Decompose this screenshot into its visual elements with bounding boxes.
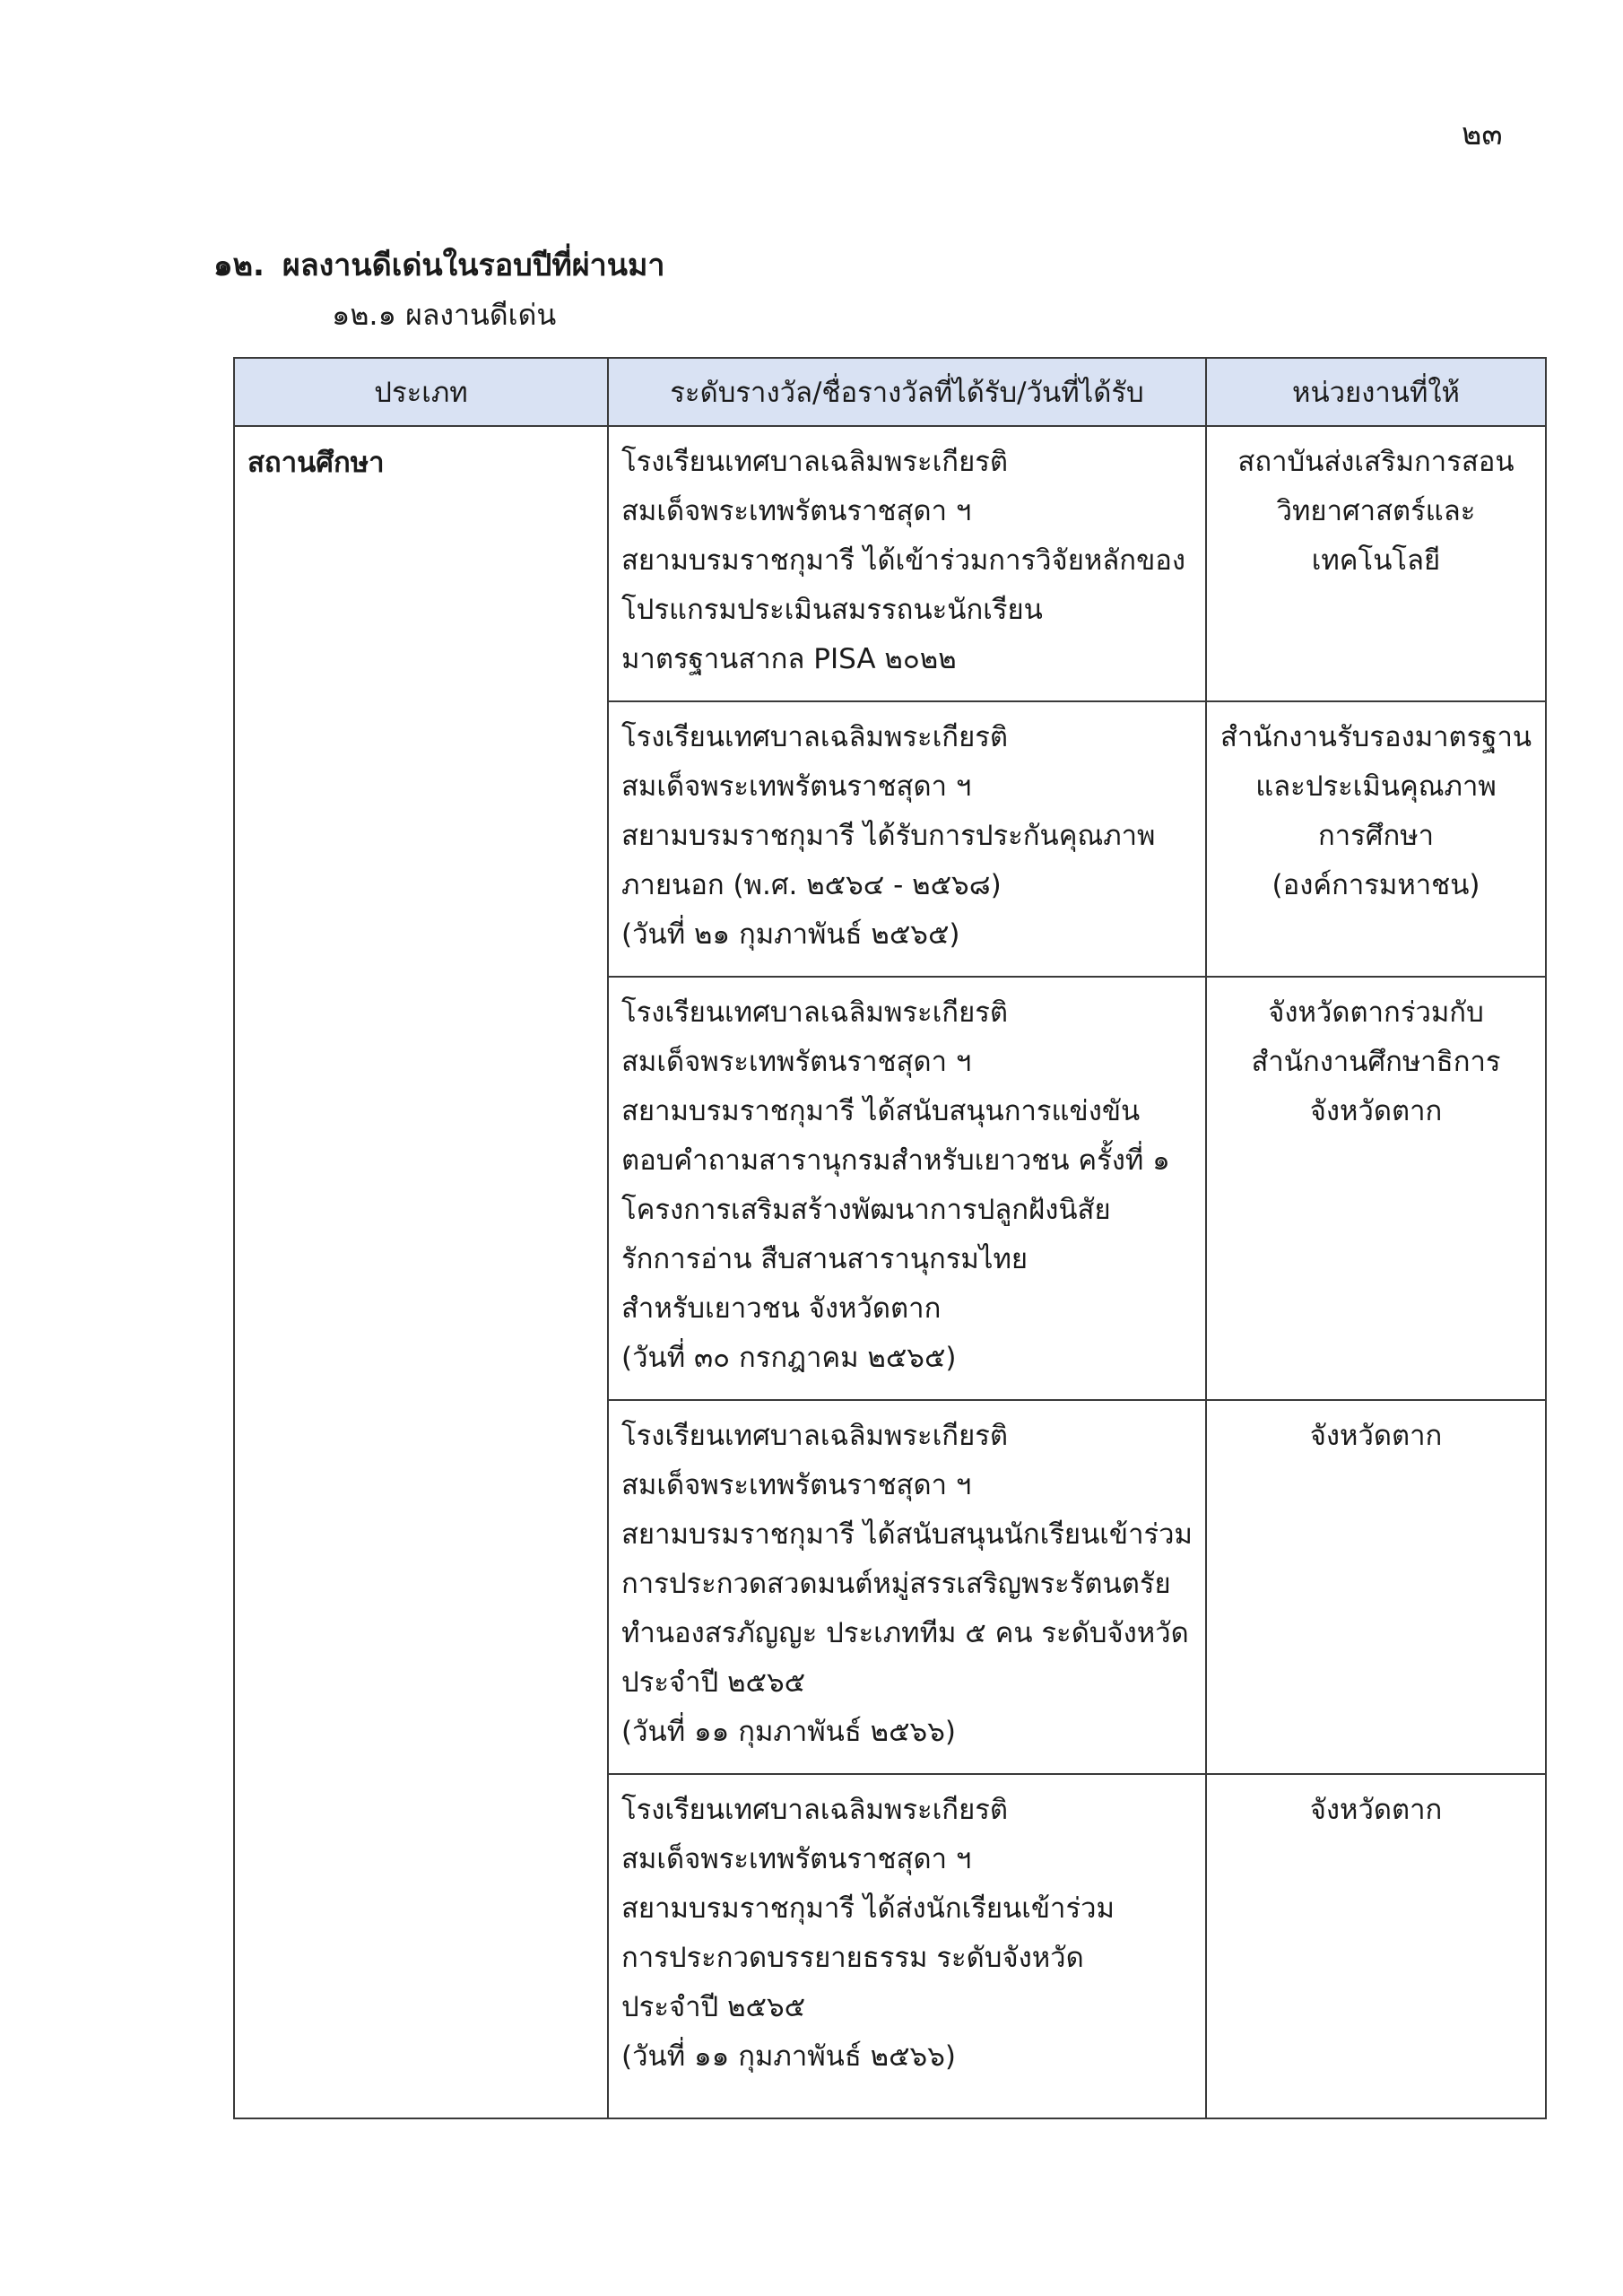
org-line: วิทยาศาสตร์และ [1276,495,1476,527]
header-award-details: ระดับรางวัล/ชื่อรางวัลที่ได้รับ/วันที่ได้รับ [608,358,1206,426]
org-line: จังหวัดตากร่วมกับ [1268,996,1484,1029]
award-details-cell [608,1400,1206,1774]
organization-cell [1206,1774,1546,2118]
detail-line: โรงเรียนเทศบาลเฉลิมพระเกียรติ [621,721,1009,753]
subsection-heading: ๑๒.๑ ผลงานดีเด่น [332,298,557,332]
detail-line: สยามบรมราชกุมารี ได้ส่งนักเรียนเข้าร่วม [621,1892,1115,1925]
org-line: จังหวัดตาก [1309,1420,1443,1452]
detail-line: มาตรฐานสากล PISA ๒๐๒๒ [621,643,957,675]
award-details-cell [608,701,1206,977]
detail-line: (วันที่ ๑๑ กุมภาพันธ์ ๒๕๖๖) [621,2040,956,2073]
detail-line: สมเด็จพระเทพรัตนราชสุดา ฯ [621,770,972,803]
detail-line: สมเด็จพระเทพรัตนราชสุดา ฯ [621,1843,972,1875]
detail-line: โปรแกรมประเมินสมรรถนะนักเรียน [621,594,1043,626]
org-line: สำนักงานศึกษาธิการ [1251,1046,1501,1078]
org-line: การศึกษา [1317,820,1435,852]
org-line: เทคโนโลยี [1311,544,1441,577]
detail-line: โรงเรียนเทศบาลเฉลิมพระเกียรติ [621,1794,1009,1826]
header-type: ประเภท [234,358,608,426]
detail-line: รักการอ่าน สืบสานสารานุกรมไทย [621,1243,1028,1275]
detail-line: ประจำปี ๒๕๖๕ [621,1666,806,1699]
detail-line: สำหรับเยาวชน จังหวัดตาก [621,1292,942,1325]
table-row [234,426,1546,701]
org-line: สถาบันส่งเสริมการสอน [1237,446,1515,478]
org-line: และประเมินคุณภาพ [1255,770,1497,803]
detail-line: ตอบคำถามสารานุกรมสำหรับเยาวชน ครั้งที่ ๑ [621,1144,1170,1177]
page-number: ๒๓ [1462,117,1503,152]
detail-line: สมเด็จพระเทพรัตนราชสุดา ฯ [621,1046,972,1078]
detail-line: ทำนองสรภัญญะ ประเภททีม ๕ คน ระดับจังหวัด [621,1617,1189,1649]
award-details-cell [608,977,1206,1400]
section-title: ผลงานดีเด่นในรอบปีที่ผ่านมา [282,248,665,283]
section-heading [213,240,665,289]
detail-line: สยามบรมราชกุมารี ได้สนับสนุนนักเรียนเข้าร่วม [621,1518,1193,1551]
detail-line: โรงเรียนเทศบาลเฉลิมพระเกียรติ [621,1420,1009,1452]
detail-line: โรงเรียนเทศบาลเฉลิมพระเกียรติ [621,446,1009,478]
organization-cell [1206,701,1546,977]
section-number: ๑๒. [213,248,265,283]
detail-line: สยามบรมราชกุมารี ได้สนับสนุนการแข่งขัน [621,1095,1141,1127]
detail-line: (วันที่ ๒๑ กุมภาพันธ์ ๒๕๖๕) [621,918,960,951]
award-details-cell [608,1774,1206,2118]
detail-line: (วันที่ ๑๑ กุมภาพันธ์ ๒๕๖๖) [621,1716,956,1748]
detail-line: สมเด็จพระเทพรัตนราชสุดา ฯ [621,1469,972,1501]
awards-table [233,357,1547,2119]
detail-line: สยามบรมราชกุมารี ได้รับการประกันคุณภาพ [621,820,1156,852]
table-header-row [234,358,1546,426]
detail-line: ภายนอก (พ.ศ. ๒๕๖๔ - ๒๕๖๘) [621,869,1002,901]
detail-line: การประกวดบรรยายธรรม ระดับจังหวัด [621,1942,1084,1974]
detail-line: ประจำปี ๒๕๖๕ [621,1991,806,2023]
org-line: จังหวัดตาก [1309,1095,1443,1127]
detail-line: โครงการเสริมสร้างพัฒนาการปลูกฝังนิสัย [621,1194,1111,1226]
type-cell: สถานศึกษา [234,426,608,2118]
organization-cell [1206,977,1546,1400]
organization-cell [1206,1400,1546,1774]
detail-line: การประกวดสวดมนต์หมู่สรรเสริญพระรัตนตรัย [621,1568,1171,1600]
org-line: จังหวัดตาก [1309,1794,1443,1826]
header-organization: หน่วยงานที่ให้ [1206,358,1546,426]
organization-cell [1206,426,1546,701]
detail-line: สมเด็จพระเทพรัตนราชสุดา ฯ [621,495,972,527]
detail-line: (วันที่ ๓๐ กรกฎาคม ๒๕๖๕) [621,1342,957,1374]
award-details-cell [608,426,1206,701]
detail-line: โรงเรียนเทศบาลเฉลิมพระเกียรติ [621,996,1009,1029]
org-line: (องค์การมหาชน) [1271,869,1480,901]
org-line: สำนักงานรับรองมาตรฐาน [1219,721,1532,753]
detail-line: สยามบรมราชกุมารี ได้เข้าร่วมการวิจัยหลักของ [621,544,1186,577]
